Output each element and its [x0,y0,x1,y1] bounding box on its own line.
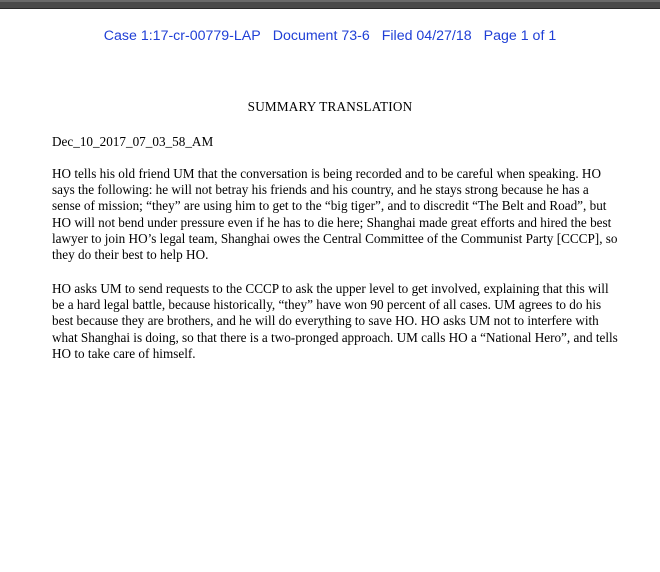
window-top-bar [0,0,660,9]
filed-date: Filed 04/27/18 [381,28,472,44]
court-filing-header [0,27,660,45]
page-count: Page 1 of 1 [483,28,557,44]
paragraph-1: HO tells his old friend UM that the conversation is being recorded and to be careful when speaking. HO says the following: he will not betray his friends and his country, and he stays strong because he has a sense of mission; “they” are using him to get to the “big tiger”, and to discredit “The Belt and Road”, but HO will not bend under pressure even if he has to die here; Shanghai made great efforts and hired the best lawyer to join HO’s legal team, Shanghai owes the Central Committee of the Communist Party [CCCP], so they do their best to help HO. [52,166,618,263]
document-title: SUMMARY TRANSLATION [247,99,413,114]
recording-id: Dec_10_2017_07_03_58_AM [52,134,214,149]
paragraph-2: HO asks UM to send requests to the CCCP to ask the upper level to get involved, explaining that this will be a hard legal battle, because historically, “they” have won 90 percent of all cases. UM agrees to do his best because they are brothers, and he will do everything to save HO. HO asks UM not to interfere with what Shanghai is doing, so that there is a two-pronged approach. UM calls HO a “National Hero”, and tells HO to take care of himself. [52,281,618,361]
top-bar-highlight [0,0,660,2]
document-number: Document 73-6 [272,28,370,44]
case-number: Case 1:17-cr-00779-LAP [103,28,261,44]
